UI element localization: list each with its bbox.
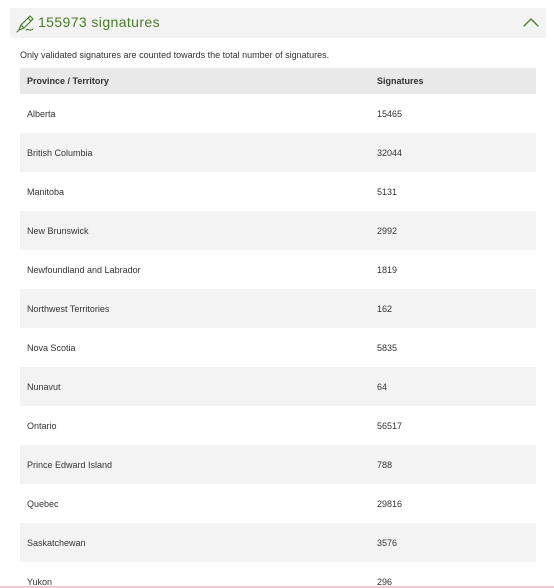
- province-name: Quebec: [27, 498, 59, 509]
- header-province: Province / Territory: [27, 76, 109, 86]
- header-signatures: Signatures: [377, 76, 424, 86]
- signature-value: 2992: [377, 225, 398, 236]
- table-row: [20, 562, 536, 588]
- signature-value: 15465: [377, 108, 403, 119]
- signature-value: 3576: [377, 537, 398, 548]
- province-name: Saskatchewan: [27, 537, 86, 548]
- chevron-up-icon[interactable]: [520, 12, 542, 34]
- province-name: Prince Edward Island: [27, 459, 113, 470]
- table-row: [20, 172, 536, 211]
- province-name: British Columbia: [27, 147, 93, 158]
- table-row: [20, 367, 536, 406]
- signature-value: 162: [377, 303, 393, 314]
- signature-value: 29816: [377, 498, 403, 509]
- signature-value: 5131: [377, 186, 398, 197]
- table-row: [20, 250, 536, 289]
- pen-icon: [16, 13, 36, 33]
- province-name: Northwest Territories: [27, 303, 110, 314]
- table-row: [20, 328, 536, 367]
- table-row: [20, 133, 536, 172]
- signature-value: 5835: [377, 342, 398, 353]
- province-name: Newfoundland and Labrador: [27, 264, 141, 275]
- province-name: Alberta: [27, 108, 56, 119]
- signatures-panel: [10, 0, 546, 588]
- signature-value: 64: [377, 381, 388, 392]
- province-name: New Brunswick: [27, 225, 89, 236]
- table-row: [20, 211, 536, 250]
- table-row: [20, 94, 536, 133]
- table-row: [20, 523, 536, 562]
- province-name: Manitoba: [27, 186, 65, 197]
- signature-value: 56517: [377, 420, 403, 431]
- province-name: Yukon: [27, 576, 53, 587]
- province-name: Nova Scotia: [27, 342, 76, 353]
- signatures-table: [20, 68, 536, 588]
- province-name: Nunavut: [27, 381, 61, 392]
- signature-count: 155973 signatures: [38, 14, 160, 30]
- table-row: [20, 484, 536, 523]
- table-row: [20, 406, 536, 445]
- signature-value: 296: [377, 576, 393, 587]
- signature-value: 32044: [377, 147, 403, 158]
- table-row: [20, 289, 536, 328]
- signature-value: 1819: [377, 264, 398, 275]
- table-row: [20, 445, 536, 484]
- table-header: [20, 68, 536, 94]
- validation-note: Only validated signatures are counted towards the total number of signatures.: [20, 50, 330, 60]
- signature-value: 788: [377, 459, 393, 470]
- province-name: Ontario: [27, 420, 57, 431]
- signatures-panel-header[interactable]: [10, 8, 546, 38]
